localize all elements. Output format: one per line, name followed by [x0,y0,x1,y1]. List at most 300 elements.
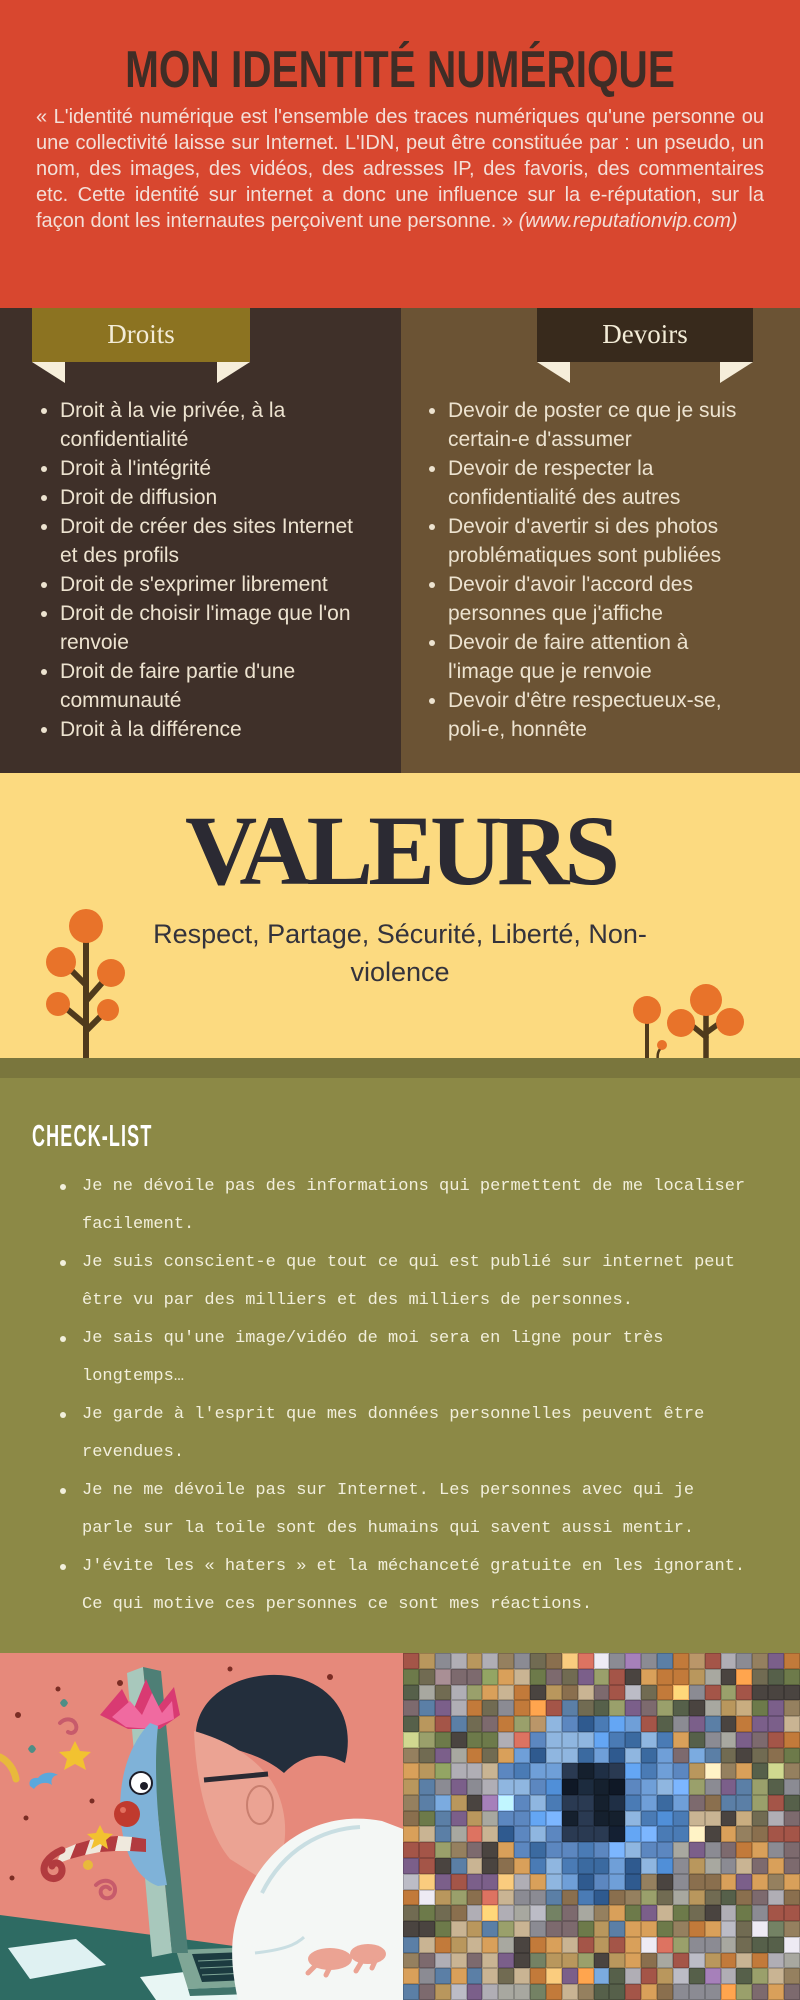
mosaic-tile [530,1905,546,1921]
mosaic-tile [578,1732,594,1748]
mosaic-tile [594,1890,610,1906]
mosaic-tile [419,1716,435,1732]
mosaic-tile [768,1685,784,1701]
mosaic-tile [467,1716,483,1732]
list-item: Droit à la vie privée, à la confidentialité [36,396,354,454]
mosaic-tile [578,1763,594,1779]
list-item: Devoir de respecter la confidentialité des autres [424,454,746,512]
mosaic-tile [673,1858,689,1874]
mosaic-tile [705,1748,721,1764]
mosaic-tile [419,1826,435,1842]
mosaic-tile [467,1763,483,1779]
mosaic-tile [451,1763,467,1779]
mosaic-tile [609,1763,625,1779]
mosaic-tile [689,1811,705,1827]
mosaic-tile [562,1890,578,1906]
mosaic-tile [546,1732,562,1748]
mosaic-tile [482,1905,498,1921]
mosaic-tile [482,1921,498,1937]
mosaic-tile [705,1921,721,1937]
mosaic-tile [467,1653,483,1669]
rights-duties-section [0,308,800,773]
list-item: Je sais qu'une image/vidéo de moi sera en ligne pour très longtemps… [56,1320,750,1396]
mosaic-tile [546,1779,562,1795]
mosaic-tile [673,1811,689,1827]
mosaic-tile [625,1653,641,1669]
mosaic-tile [451,1700,467,1716]
mosaic-tile [514,1953,530,1969]
mosaic-tile [721,1953,737,1969]
mosaic-tile [673,1921,689,1937]
mosaic-tile [578,1890,594,1906]
mosaic-tile [784,1653,800,1669]
mosaic-tile [403,1890,419,1906]
mosaic-tile [435,1732,451,1748]
mosaic-tile [721,1779,737,1795]
mosaic-tile [451,1874,467,1890]
mosaic-tile [625,1748,641,1764]
mosaic-tile [594,1921,610,1937]
mosaic-tile [721,1795,737,1811]
mosaic-tile [641,1653,657,1669]
mosaic-tile [578,1779,594,1795]
mosaic-tile [768,1779,784,1795]
mosaic-tile [419,1779,435,1795]
mosaic-tile [467,1953,483,1969]
mosaic-tile [673,1984,689,2000]
mosaic-tile [578,1937,594,1953]
mosaic-tile [546,1685,562,1701]
mosaic-tile [736,1700,752,1716]
mosaic-tile [673,1653,689,1669]
mosaic-tile [578,1905,594,1921]
mosaic-tile [435,1653,451,1669]
list-item: Devoir de faire attention à l'image que je renvoie [424,628,746,686]
checklist-list [56,1168,750,1624]
mosaic-tile [673,1685,689,1701]
mosaic-tile [641,1984,657,2000]
mosaic-tile [768,1748,784,1764]
list-item: Je garde à l'esprit que mes données personnelles peuvent être revendues. [56,1396,750,1472]
mosaic-tile [419,1984,435,2000]
mosaic-tile [467,1921,483,1937]
mosaic-tile [768,1968,784,1984]
mosaic-tile [673,1669,689,1685]
mosaic-tile [752,1811,768,1827]
mosaic-tile [768,1984,784,2000]
mosaic-tile [625,1811,641,1827]
mosaic-tile [768,1874,784,1890]
mosaic-tile [752,1968,768,1984]
mosaic-tile [498,1779,514,1795]
mosaic-tile [752,1685,768,1701]
mosaic-tile [498,1748,514,1764]
droits-ribbon [32,308,250,362]
mosaic-tile [721,1811,737,1827]
mosaic-tile [752,1653,768,1669]
mosaic-tile [403,1669,419,1685]
mosaic-tile [482,1700,498,1716]
mosaic-tile [562,1795,578,1811]
mosaic-tile [752,1984,768,2000]
mosaic-tile [578,1669,594,1685]
mosaic-tile [467,1937,483,1953]
mosaic-tile [768,1811,784,1827]
mosaic-tile [514,1732,530,1748]
mosaic-tile [467,1874,483,1890]
mosaic-tile [403,1953,419,1969]
mosaic-tile [752,1826,768,1842]
mosaic-tile [768,1669,784,1685]
mosaic-tile [705,1732,721,1748]
mosaic-tile [594,1795,610,1811]
mosaic-tile [625,1700,641,1716]
mosaic-tile [562,1826,578,1842]
mosaic-tile [435,1779,451,1795]
mosaic-tile [673,1795,689,1811]
mosaic-tile [784,1858,800,1874]
mosaic-tile [641,1779,657,1795]
mosaic-tile [498,1811,514,1827]
mosaic-tile [562,1968,578,1984]
mosaic-tile [546,1826,562,1842]
mosaic-tile [689,1937,705,1953]
mosaic-tile [784,1874,800,1890]
mosaic-tile [784,1968,800,1984]
mosaic-tile [482,1874,498,1890]
mosaic-tile [403,1716,419,1732]
mosaic-tile [403,1858,419,1874]
mosaic-tile [689,1716,705,1732]
mosaic-tile [578,1811,594,1827]
mosaic-tile [721,1763,737,1779]
mosaic-tile [609,1953,625,1969]
mosaic-tile [657,1858,673,1874]
mosaic-tile [467,1732,483,1748]
mosaic-tile [451,1779,467,1795]
mosaic-tile [419,1811,435,1827]
mosaic-tile [752,1748,768,1764]
mosaic-tile [482,1732,498,1748]
mosaic-tile [467,1779,483,1795]
mosaic-tile [435,1716,451,1732]
mosaic-tile [673,1700,689,1716]
mosaic-tile [514,1700,530,1716]
mosaic-tile [721,1653,737,1669]
mosaic-tile [721,1905,737,1921]
mosaic-tile [562,1653,578,1669]
mosaic-tile [641,1716,657,1732]
mosaic-tile [514,1795,530,1811]
mosaic-tile [498,1984,514,2000]
mosaic-tile [451,1905,467,1921]
mosaic-tile [594,1716,610,1732]
mosaic-tile [689,1732,705,1748]
mosaic-tile [705,1811,721,1827]
mosaic-tile [609,1826,625,1842]
mosaic-tile [403,1653,419,1669]
mosaic-tile [403,1968,419,1984]
mosaic-tile [673,1763,689,1779]
mosaic-tile [705,1890,721,1906]
devoirs-ribbon [537,308,753,362]
list-item: Devoir d'être respectueux-se, poli-e, honnête [424,686,746,744]
mosaic-tile [609,1748,625,1764]
mosaic-tile [736,1842,752,1858]
mosaic-tile [657,1653,673,1669]
mosaic-tile [403,1779,419,1795]
mosaic-tile [752,1669,768,1685]
mosaic-tile [752,1732,768,1748]
mosaic-tile [562,1748,578,1764]
mosaic-tile [768,1700,784,1716]
mosaic-tile [768,1890,784,1906]
mosaic-tile [451,1826,467,1842]
mosaic-tile [514,1874,530,1890]
mosaic-tile [530,1968,546,1984]
mosaic-tile [546,1984,562,2000]
mosaic-tile [594,1732,610,1748]
mosaic-tile [609,1669,625,1685]
mosaic-tile [673,1874,689,1890]
mosaic-tile [625,1905,641,1921]
mosaic-tile [736,1937,752,1953]
mosaic-tile [721,1716,737,1732]
mosaic-tile [435,1968,451,1984]
mosaic-tile [419,1748,435,1764]
mosaic-tile [768,1905,784,1921]
mosaic-tile [594,1874,610,1890]
mosaic-tile [736,1905,752,1921]
mosaic-tile [673,1905,689,1921]
mosaic-tile [705,1842,721,1858]
mosaic-tile [784,1732,800,1748]
mosaic-tile [768,1795,784,1811]
mosaic-tile [768,1937,784,1953]
mosaic-tile [419,1953,435,1969]
mosaic-tile [498,1890,514,1906]
mosaic-tile [784,1890,800,1906]
mosaic-tile [514,1842,530,1858]
mosaic-tile [657,1905,673,1921]
mosaic-tile [736,1858,752,1874]
mosaic-tile [435,1811,451,1827]
mosaic-tile [467,1890,483,1906]
list-item: Je suis conscient-e que tout ce qui est publié sur internet peut être vu par des milliers et des milliers de personnes. [56,1244,750,1320]
mosaic-tile [625,1716,641,1732]
mosaic-tile [435,1685,451,1701]
mosaic-tile [514,1968,530,1984]
mosaic-tile [705,1763,721,1779]
mosaic-tile [641,1669,657,1685]
mosaic-tile [498,1874,514,1890]
mosaic-tile [546,1905,562,1921]
mosaic-tile [594,1653,610,1669]
mosaic-tile [689,1748,705,1764]
mosaic-tile [419,1937,435,1953]
mosaic-tile [578,1953,594,1969]
mosaic-tile [721,1685,737,1701]
mosaic-tile [641,1748,657,1764]
mosaic-tile [705,1858,721,1874]
mosaic-tile [736,1811,752,1827]
mosaic-tile [721,1858,737,1874]
illustration-laptop-clown [0,1653,403,2000]
mosaic-tile [546,1937,562,1953]
mosaic-tile [625,1953,641,1969]
mosaic-tile [546,1669,562,1685]
mosaic-tile [784,1842,800,1858]
mosaic-tile [721,1732,737,1748]
mosaic-tile [736,1874,752,1890]
mosaic-tile [562,1685,578,1701]
mosaic-tile [784,1811,800,1827]
mosaic-tile [784,1685,800,1701]
mosaic-tile [482,1842,498,1858]
mosaic-tile [467,1842,483,1858]
mosaic-tile [562,1716,578,1732]
rights-list [36,396,354,744]
mosaic-tile [451,1858,467,1874]
mosaic-tile [451,1795,467,1811]
mosaic-tile [752,1890,768,1906]
mosaic-tile [562,1732,578,1748]
mosaic-tile [609,1811,625,1827]
mosaic-tile [403,1874,419,1890]
mosaic-tile [498,1968,514,1984]
mosaic-tile [530,1795,546,1811]
mosaic-tile [435,1937,451,1953]
mosaic-tile [467,1811,483,1827]
mosaic-tile [546,1968,562,1984]
mosaic-tile [530,1921,546,1937]
mosaic-tile [736,1890,752,1906]
mosaic-tile [546,1811,562,1827]
mosaic-tile [657,1763,673,1779]
mosaic-tile [498,1763,514,1779]
mosaic-tile [784,1795,800,1811]
mosaic-tile [498,1700,514,1716]
mosaic-tile [594,1968,610,1984]
mosaic-tile [435,1748,451,1764]
header-section [0,0,800,308]
mosaic-tile [482,1984,498,2000]
mosaic-tile [689,1842,705,1858]
mosaic-tile [467,1700,483,1716]
mosaic-tile [673,1779,689,1795]
mosaic-tile [403,1763,419,1779]
mosaic-tile [689,1779,705,1795]
mosaic-tile [498,1669,514,1685]
mosaic-tile [530,1826,546,1842]
mosaic-tile [546,1763,562,1779]
mosaic-tile [451,1732,467,1748]
mosaic-tile [403,1748,419,1764]
values-title: VALEURS [185,795,615,906]
mosaic-tile [403,1984,419,2000]
mosaic-tile [673,1953,689,1969]
mosaic-tile [752,1779,768,1795]
mosaic-tile [657,1984,673,2000]
mosaic-tile [594,1779,610,1795]
mosaic-tile [514,1984,530,2000]
quote-text: « L'identité numérique est l'ensemble des traces numériques qu'une personne ou une collectivité laisse sur Internet. L'IDN, peut être constituée par : un pseudo, un nom, des images, des vidéos, des adresses IP, des favoris, des commentaires etc. Cette identité sur internet a donc une influence sur la e-réputation, sur la façon dont les internautes perçoivent une personne. » [36,106,764,232]
mosaic-tile [546,1795,562,1811]
mosaic-tile [403,1732,419,1748]
list-item: Devoir d'avoir l'accord des personnes que j'affiche [424,570,746,628]
mosaic-tile [625,1984,641,2000]
mosaic-tile [657,1685,673,1701]
mosaic-tile [625,1669,641,1685]
mosaic-tile [498,1732,514,1748]
mosaic-tile [403,1700,419,1716]
mosaic-tile [435,1842,451,1858]
mosaic-tile [530,1653,546,1669]
mosaic-tile [641,1953,657,1969]
mosaic-tile [609,1968,625,1984]
mosaic-tile [435,1826,451,1842]
list-item: Droit de diffusion [36,483,354,512]
mosaic-tile [514,1685,530,1701]
mosaic-tile [736,1968,752,1984]
mosaic-tile [609,1842,625,1858]
mosaic-tile [530,1732,546,1748]
mosaic-tile [721,1748,737,1764]
mosaic-tile [784,1700,800,1716]
mosaic-tile [467,1669,483,1685]
mosaic-tile [403,1937,419,1953]
mosaic-tile [467,1984,483,2000]
mosaic-tile [562,1984,578,2000]
mosaic-tile [419,1842,435,1858]
mosaic-tile [467,1968,483,1984]
list-item: Devoir de poster ce que je suis certain-e d'assumer [424,396,746,454]
mosaic-tile [784,1953,800,1969]
mosaic-tile [736,1953,752,1969]
mosaic-tile [609,1984,625,2000]
mosaic-tile [578,1653,594,1669]
mosaic-tile [451,1842,467,1858]
mosaic-tile [609,1700,625,1716]
mosaic-tile [578,1984,594,2000]
mosaic-tile [736,1795,752,1811]
mosaic-tile [467,1795,483,1811]
mosaic-tile [657,1874,673,1890]
mosaic-tile [435,1874,451,1890]
mosaic-tile [689,1858,705,1874]
mosaic-tile [594,1685,610,1701]
mosaic-tile [594,1858,610,1874]
mosaic-tile [641,1937,657,1953]
mosaic-tile [721,1669,737,1685]
mosaic-tile [736,1748,752,1764]
mosaic-tile [657,1732,673,1748]
mosaic-tile [546,1858,562,1874]
mosaic-tile [657,1968,673,1984]
mosaic-tile [562,1921,578,1937]
mosaic-tile [562,1779,578,1795]
mosaic-tile [514,1890,530,1906]
mosaic-tile [705,1874,721,1890]
mosaic-tile [530,1700,546,1716]
mosaic-tile [641,1685,657,1701]
mosaic-tile [530,1716,546,1732]
mosaic-tile [752,1937,768,1953]
mosaic-tile [768,1763,784,1779]
mosaic-tile [419,1905,435,1921]
mosaic-tile [784,1669,800,1685]
mosaic-tile [689,1653,705,1669]
